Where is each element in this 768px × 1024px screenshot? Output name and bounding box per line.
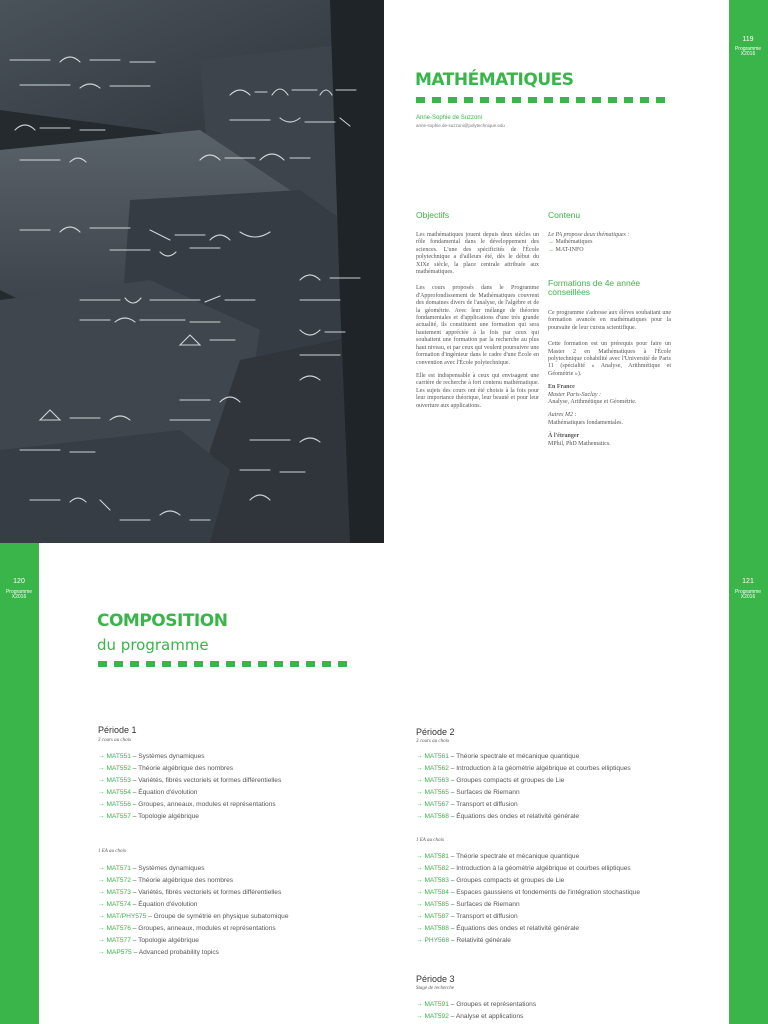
page-121-margin-strip [729,543,768,1024]
page-label-text: Programme X2016 [5,589,33,600]
course-name: Théorie spectrale et mécanique quantique [456,753,580,760]
course-code: → MAT561 [416,753,449,760]
list-item: → MAT568 – Équations des ondes et relativité générale [416,813,580,820]
course-code: → MAT552 [98,765,131,772]
course-name: Surfaces de Riemann [456,789,520,796]
ea-1-course-list [98,863,289,959]
cover-photo-math-blocks [0,0,384,543]
course-code: → MAT591 [416,1001,449,1008]
course-name: Advanced probability topics [138,949,219,956]
list-item: → MAT573 – Variétés, fibrés vectoriels et formes différentielles [98,889,282,896]
course-name: Équation d'évolution [138,901,198,908]
page-number-120: 120 [13,578,25,585]
objectifs-paragraph-3: Elle est indispensable à ceux qui envisagent une carrière de recherche à fort contenu mathématique. Les sujets des cours ont été choisis à la fois pour leur importance théorique, leur beauté et pour leur ouverture aux applications. [416,372,539,409]
heading-contenu: Contenu [548,210,581,220]
course-name: Groupes, anneaux, modules et représentations [138,801,276,808]
label-master-paris-saclay: Master Paris-Saclay : [548,391,601,398]
list-item: → MAT591 – Groupes et représentations [416,1001,537,1008]
course-code: → MAT572 [98,877,131,884]
course-name: Groupes compacts et groupes de Lie [456,777,565,784]
list-item: → MAT585 – Surfaces de Riemann [416,901,520,908]
course-name: Théorie algébrique des nombres [138,765,234,772]
course-code: → MAT577 [98,937,131,944]
objectifs-paragraph-1: Les mathématiques jouent depuis deux siècles un rôle fondamental dans le développement des sciences. L'une des spécificités de l'École polytechnique a d'ailleurs été, dès le début du XIXe siècle, la place centrale attribuée aux mathématiques. [416,232,539,276]
ea-2-sub: 1 EA au choix [416,838,445,843]
course-code: → MAT573 [98,889,131,896]
formations-paragraph-1: Ce programme s'adresse aux élèves souhaitant une formation avancée en mathématiques pour la poursuite de leur cursus scientifique. [548,310,671,331]
list-item: → MAT561 – Théorie spectrale et mécanique quantique [416,753,580,760]
course-code: → MAT584 [416,889,449,896]
list-item: → MAT584 – Espaces gaussiens et fondements de l'intégration stochastique [416,889,641,896]
course-code: → MAT585 [416,901,449,908]
course-name: Systèmes dynamiques [138,753,205,760]
list-item: → MAT562 – Introduction à la géométrie algébrique et courbes elliptiques [416,765,631,772]
page-title-mathematiques: MATHÉMATIQUES [415,70,574,90]
page-label-text: Programme X2016 [734,589,762,600]
formations-paragraph-2: Cette formation est un prérequis pour faire un Master 2 en Mathématiques à l'École polytechnique cohabilité avec l'Université de Paris 11 (spécialité « Analyse, Arithmétique et Géométrie »). [548,341,671,377]
page-label-121 [729,590,767,600]
course-name: Introduction à la géométrie algébrique et courbes elliptiques [456,765,631,772]
label-a-l-etranger: À l'étranger [548,433,580,440]
course-name: Analyse et applications [455,1013,524,1020]
chalkboard-blocks-illustration [0,0,384,543]
periode-2-course-list [416,751,631,823]
course-code: → MAT563 [416,777,449,784]
list-item: → MAT587 – Transport et diffusion [416,913,518,920]
list-item: → MAT574 – Équation d'évolution [98,901,198,908]
course-code: → MAP575 [98,949,132,956]
composition-subtitle: du programme [97,636,209,654]
course-code: → MAT557 [98,813,131,820]
course-name: Introduction à la géométrie algébrique et courbes elliptiques [456,865,631,872]
list-item: → MAT551 – Systèmes dynamiques [98,753,205,760]
course-code: → MAT567 [416,801,449,808]
page-label-119 [729,47,767,57]
course-name: Variétés, fibrés vectoriels et formes différentielles [138,889,282,896]
course-code: → MAT588 [416,925,449,932]
course-code: → MAT574 [98,901,131,908]
list-item: → MAT572 – Théorie algébrique des nombres [98,877,234,884]
list-item: → MAT554 – Équation d'évolution [98,789,198,796]
course-code: → MAT576 [98,925,131,932]
title-dash-rule [416,97,672,103]
course-code: → MAT556 [98,801,131,808]
course-name: Topologie algébrique [138,813,199,820]
formations-text [548,310,671,448]
periode-2-sub: 3 cours au choix [416,739,450,744]
course-code: → PHY568 [416,937,449,944]
page-number-119: 119 [742,36,754,43]
course-code: → MAT/PHY575 [98,913,147,920]
list-item: → MAT/PHY575 – Groupe de symétrie en physique subatomique [98,913,289,920]
list-item: → MAP575 – Advanced probability topics [98,949,219,956]
periode-1-course-list [98,751,281,823]
etranger-text: MPhil, PhD Mathematics. [548,440,611,447]
periode-2-heading: Période 2 [416,727,455,737]
course-name: Équations des ondes et relativité générale [456,813,580,820]
course-code: → MAT581 [416,853,449,860]
course-name: Transport et diffusion [456,801,518,808]
course-code: → MAT551 [98,753,131,760]
course-code: → MAT562 [416,765,449,772]
contenu-intro: Le PA propose deux thématiques : [548,232,630,238]
list-item: → MAT582 – Introduction à la géométrie algébrique et courbes elliptiques [416,865,631,872]
course-code: → MAT592 [416,1013,449,1020]
contenu-item: → MAT-INFO [548,246,584,253]
course-name: Théorie algébrique des nombres [138,877,234,884]
course-name: Équations des ondes et relativité générale [456,925,580,932]
periode-3-course-list [416,999,536,1023]
periode-3-sub: Stage de recherche [416,986,454,991]
course-name: Groupes compacts et groupes de Lie [456,877,565,884]
list-item: → MAT565 – Surfaces de Riemann [416,789,520,796]
course-code: → MAT554 [98,789,131,796]
objectifs-paragraph-2: Les cours proposés dans le Programme d'Approfondissement de Mathématiques couvrent des domaines divers de l'analyse, de l'algèbre et de la géométrie. Avec leur mélange de théories fondamentales et d'applications d'une très grande actualité, ils constituent une formation qui sera hautement appréciée à la fois par ceux qui souhaitent une formation par la recherche au plus haut niveau, et par ceux qui veulent poursuivre une formation d'ingénieur dans le cadre d'une École en convention avec l'École polytechnique. [416,285,539,366]
course-name: Relativité générale [456,937,511,944]
course-name: Systèmes dynamiques [138,865,205,872]
course-code: → MAT565 [416,789,449,796]
course-code: → MAT583 [416,877,449,884]
arrow-bullet-icon: → [548,239,556,246]
list-item: → MAT577 – Topologie algébrique [98,937,199,944]
list-item: → MAT557 – Topologie algébrique [98,813,199,820]
course-code: → MAT568 [416,813,449,820]
periode-1-heading: Période 1 [98,725,137,735]
course-code: → MAT582 [416,865,449,872]
course-name: Groupe de symétrie en physique subatomique [153,913,289,920]
list-item: → PHY568 – Relativité générale [416,937,511,944]
course-name: Surfaces de Riemann [456,901,520,908]
course-code: → MAT571 [98,865,131,872]
periode-3-heading: Période 3 [416,974,455,984]
autres-text: Mathématiques fondamentales. [548,419,623,426]
page-label-120 [0,590,38,600]
page-120-margin-strip [0,543,39,1024]
list-item: → MAT563 – Groupes compacts et groupes de Lie [416,777,565,784]
list-item: → MAT556 – Groupes, anneaux, modules et représentations [98,801,276,808]
course-name: Théorie spectrale et mécanique quantique [456,853,580,860]
course-name: Équation d'évolution [138,789,198,796]
contenu-item: → Mathématiques [548,239,593,246]
course-name: Variétés, fibrés vectoriels et formes différentielles [138,777,282,784]
author-name: Anne-Sophie de Suzzoni [416,115,483,121]
course-name: Groupes et représentations [456,1001,537,1008]
periode-1-sub: 3 cours au choix [98,738,132,743]
list-item: → MAT567 – Transport et diffusion [416,801,518,808]
list-item: → MAT552 – Théorie algébrique des nombres [98,765,234,772]
ea-1-sub: 1 EA au choix [98,849,127,854]
course-name: Transport et diffusion [456,913,518,920]
course-name: Espaces gaussiens et fondements de l'intégration stochastique [456,889,641,896]
course-name: Topologie algébrique [138,937,199,944]
label-autres-m2: Autres M2 : [548,412,577,419]
page-119-margin-strip [729,0,768,543]
list-item: → MAT576 – Groupes, anneaux, modules et représentations [98,925,276,932]
list-item: → MAT571 – Systèmes dynamiques [98,865,205,872]
objectifs-text [416,232,539,416]
ea-2-course-list [416,851,640,947]
list-item: → MAT588 – Équations des ondes et relativité générale [416,925,580,932]
course-name: Groupes, anneaux, modules et représentations [138,925,276,932]
course-code: → MAT553 [98,777,131,784]
contenu-text [548,232,671,254]
list-item: → MAT592 – Analyse et applications [416,1013,524,1020]
list-item: → MAT553 – Variétés, fibrés vectoriels et formes différentielles [98,777,282,784]
page-number-121: 121 [742,578,754,585]
author-email: anne-sophie.de-suzzoni@polytechnique.edu [416,123,505,128]
france-text: Analyse, Arithmétique et Géométrie. [548,399,637,406]
page-label-text: Programme X2016 [734,46,762,57]
course-code: → MAT587 [416,913,449,920]
composition-dash-rule [98,661,354,667]
label-en-france: En France [548,384,575,391]
composition-title: COMPOSITION [97,611,228,631]
heading-formations: Formations de 4e année conseillées [548,278,641,297]
list-item: → MAT581 – Théorie spectrale et mécanique quantique [416,853,580,860]
arrow-bullet-icon: → [548,246,556,253]
list-item: → MAT583 – Groupes compacts et groupes de Lie [416,877,565,884]
heading-objectifs: Objectifs [416,210,450,220]
